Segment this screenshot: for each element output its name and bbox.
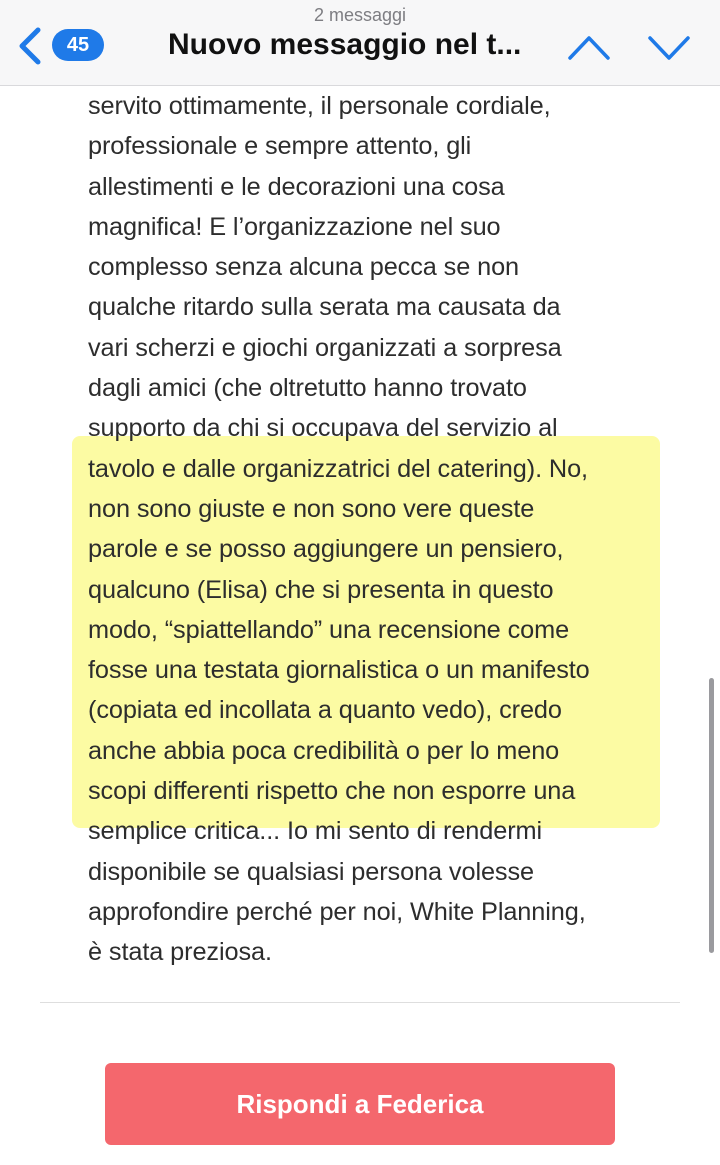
reply-button[interactable]: Rispondi a Federica xyxy=(105,1063,615,1145)
mail-header xyxy=(0,0,720,86)
message-line: vari scherzi e giochi organizzati a sorpresa xyxy=(88,333,562,362)
message-line: allestimenti e le decorazioni una cosa xyxy=(88,172,505,201)
message-text xyxy=(88,86,648,973)
message-line: tavolo e dalle organizzatrici del catering). No, xyxy=(88,454,588,483)
thread-title: Nuovo messaggio nel t... xyxy=(168,28,522,61)
previous-message-icon[interactable] xyxy=(566,30,612,64)
message-line: approfondire perché per noi, White Planning, xyxy=(88,897,586,926)
message-line: (copiata ed incollata a quanto vedo), credo xyxy=(88,696,562,725)
message-line: servito ottimamente, il personale cordiale, xyxy=(88,92,551,120)
message-line: qualche ritardo sulla serata ma causata da xyxy=(88,293,561,322)
unread-count-badge[interactable]: 45 xyxy=(52,29,104,61)
divider xyxy=(40,1002,680,1003)
message-line: semplice critica... Io mi sento di rendermi xyxy=(88,817,543,846)
message-line: è stata preziosa. xyxy=(88,938,272,967)
message-line: modo, “spiattellando” una recensione come xyxy=(88,615,570,644)
back-chevron-icon[interactable] xyxy=(14,26,48,66)
message-line: magnifica! E l’organizzazione nel suo xyxy=(88,212,501,241)
message-line: parole e se posso aggiungere un pensiero, xyxy=(88,535,564,564)
message-line: anche abbia poca credibilità o per lo meno xyxy=(88,736,560,765)
message-line: non sono giuste e non sono vere queste xyxy=(88,494,535,523)
message-line: disponibile se qualsiasi persona volesse xyxy=(88,857,534,886)
message-line: scopi differenti rispetto che non esporre una xyxy=(88,777,576,806)
message-line: professionale e sempre attento, gli xyxy=(88,132,472,161)
message-line: fosse una testata giornalistica o un manifesto xyxy=(88,656,590,685)
message-line: qualcuno (Elisa) che si presenta in questo xyxy=(88,575,554,604)
message-line: supporto da chi si occupava del servizio al xyxy=(88,414,558,443)
next-message-icon[interactable] xyxy=(646,30,692,64)
message-line: dagli amici (che oltretutto hanno trovato xyxy=(88,374,527,403)
thread-subtitle: 2 messaggi xyxy=(313,5,407,25)
scrollbar[interactable] xyxy=(709,678,714,953)
message-line: complesso senza alcuna pecca se non xyxy=(88,253,520,282)
message-body xyxy=(0,86,720,1165)
